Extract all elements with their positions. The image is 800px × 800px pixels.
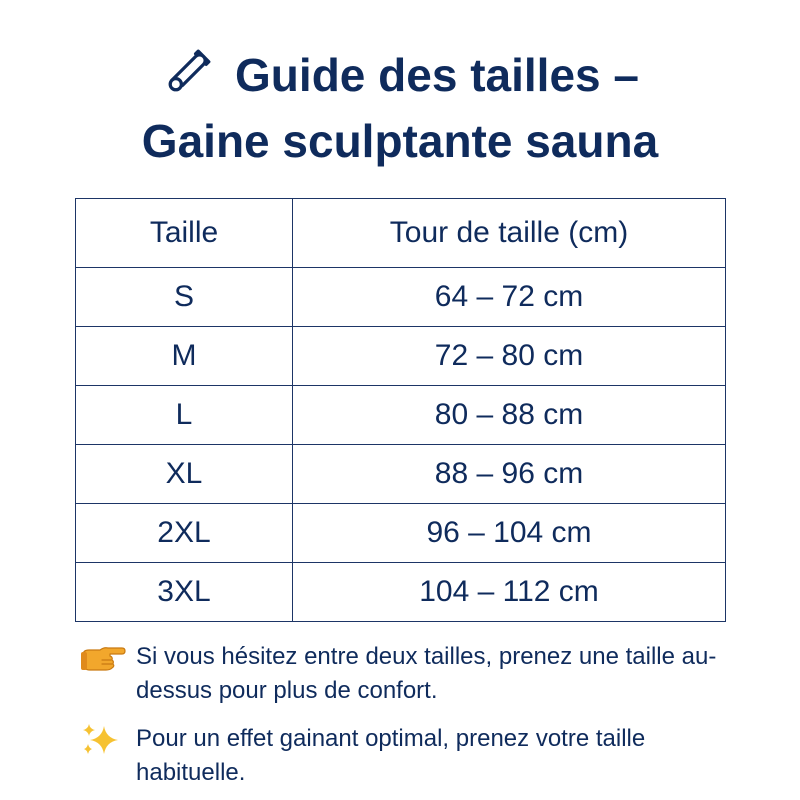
page-title bbox=[0, 42, 800, 174]
title-text-1: Guide des tailles – bbox=[235, 49, 639, 101]
header-size: Taille bbox=[76, 199, 293, 268]
header-waist: Tour de taille (cm) bbox=[293, 199, 726, 268]
tip-text: Pour un effet gainant optimal, prenez votre taille habituelle. bbox=[136, 725, 646, 786]
sparkles-icon bbox=[80, 722, 130, 758]
cell-size: XL bbox=[76, 445, 293, 504]
tip-item bbox=[80, 722, 760, 790]
cell-waist: 88 – 96 cm bbox=[293, 445, 726, 504]
cell-size: 2XL bbox=[76, 504, 293, 563]
cell-size: 3XL bbox=[76, 563, 293, 622]
tips-list bbox=[80, 640, 760, 800]
pointing-hand-icon bbox=[80, 640, 130, 676]
cell-waist: 80 – 88 cm bbox=[293, 386, 726, 445]
table-row bbox=[76, 504, 726, 563]
cell-size: S bbox=[76, 268, 293, 327]
table-row bbox=[76, 445, 726, 504]
cell-size: M bbox=[76, 327, 293, 386]
table-header-row bbox=[76, 199, 726, 268]
cell-waist: 64 – 72 cm bbox=[293, 268, 726, 327]
tip-text: Si vous hésitez entre deux tailles, prenez une taille au-dessus pour plus de confort. bbox=[136, 643, 717, 704]
size-table bbox=[75, 198, 726, 622]
title-line-1 bbox=[0, 42, 800, 108]
cell-waist: 72 – 80 cm bbox=[293, 327, 726, 386]
table-row bbox=[76, 386, 726, 445]
cell-waist: 96 – 104 cm bbox=[293, 504, 726, 563]
title-line-2: Gaine sculptante sauna bbox=[141, 115, 659, 167]
cell-size: L bbox=[76, 386, 293, 445]
table-row bbox=[76, 327, 726, 386]
safety-pin-icon bbox=[161, 43, 217, 99]
cell-waist: 104 – 112 cm bbox=[293, 563, 726, 622]
table-row bbox=[76, 268, 726, 327]
tip-item bbox=[80, 640, 760, 708]
table-row bbox=[76, 563, 726, 622]
